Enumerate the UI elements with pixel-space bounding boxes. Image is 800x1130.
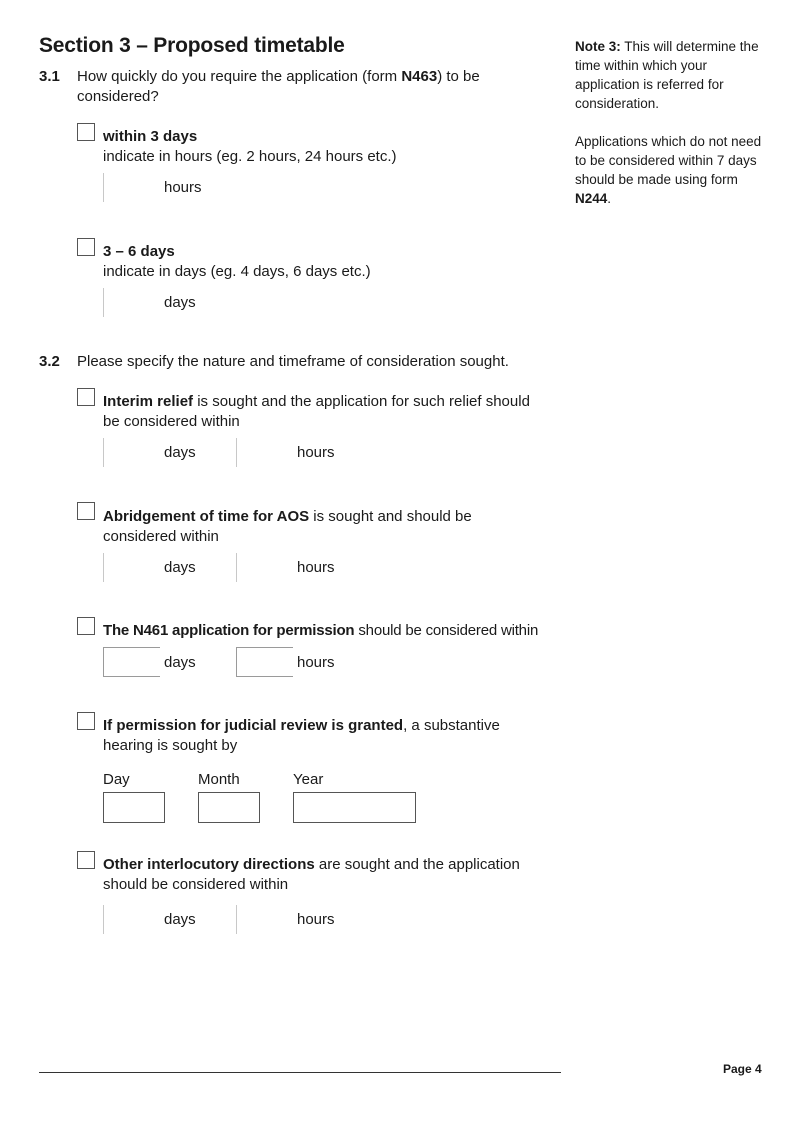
option-3-6-days-hint: indicate in days (eg. 4 days, 6 days etc.) bbox=[103, 263, 371, 280]
question-3-1-text-a: How quickly do you require the application (form bbox=[77, 68, 402, 85]
checkbox-3-6-days[interactable] bbox=[77, 238, 95, 256]
section-title: Section 3 – Proposed timetable bbox=[39, 34, 345, 57]
option-within-3-days-label: within 3 days bbox=[103, 128, 198, 145]
checkbox-other-directions[interactable] bbox=[77, 851, 95, 869]
hearing-month-input[interactable] bbox=[198, 792, 260, 823]
page-number: Page 4 bbox=[723, 1062, 762, 1076]
hearing-year-input[interactable] bbox=[293, 792, 416, 823]
interim-days-input[interactable] bbox=[103, 438, 159, 467]
note-paragraph-2: Applications which do not need to be considered within 7 days should be made using form N244. bbox=[575, 134, 762, 206]
unit-days-label: days bbox=[164, 654, 196, 671]
unit-days-label: days bbox=[164, 911, 196, 928]
unit-hours-label: hours bbox=[297, 911, 335, 928]
n461-permission-text: The N461 application for permission should be considered within bbox=[103, 622, 539, 639]
unit-hours-label: hours bbox=[164, 179, 202, 196]
question-3-2-text: Please specify the nature and timeframe of consideration sought. bbox=[77, 353, 509, 370]
judicial-review-text: If permission for judicial review is granted, a substantive hearing is sought by bbox=[103, 717, 500, 754]
question-3-1-text-b: ) to be considered? bbox=[77, 68, 480, 105]
unit-days-label: days bbox=[164, 444, 196, 461]
checkbox-interim-relief[interactable] bbox=[77, 388, 95, 406]
n461-hours-input[interactable] bbox=[236, 647, 293, 677]
unit-days-label: days bbox=[164, 559, 196, 576]
other-hours-input[interactable] bbox=[236, 905, 292, 934]
n461-days-input[interactable] bbox=[103, 647, 160, 677]
days-input-3-6-days[interactable] bbox=[103, 288, 159, 317]
month-label: Month bbox=[198, 771, 240, 788]
abridgement-aos-text: Abridgement of time for AOS is sought and should be considered within bbox=[103, 508, 472, 545]
checkbox-within-3-days[interactable] bbox=[77, 123, 95, 141]
aos-hours-input[interactable] bbox=[236, 553, 292, 582]
option-within-3-days-hint: indicate in hours (eg. 2 hours, 24 hours etc.) bbox=[103, 148, 397, 165]
footer-rule bbox=[39, 1072, 561, 1073]
note-paragraph-1: Note 3: This will determine the time within which your application is referred for consideration. bbox=[575, 39, 759, 111]
interim-relief-text: Interim relief is sought and the application for such relief should be considered within bbox=[103, 393, 530, 430]
question-number-3-2: 3.2 bbox=[39, 353, 60, 370]
form-n463-ref: N463 bbox=[401, 68, 438, 85]
hearing-day-input[interactable] bbox=[103, 792, 165, 823]
hours-input-within-3-days[interactable] bbox=[103, 173, 159, 202]
checkbox-n461-permission[interactable] bbox=[77, 617, 95, 635]
year-label: Year bbox=[293, 771, 324, 788]
checkbox-judicial-review[interactable] bbox=[77, 712, 95, 730]
unit-hours-label: hours bbox=[297, 444, 335, 461]
unit-hours-label: hours bbox=[297, 654, 335, 671]
other-days-input[interactable] bbox=[103, 905, 159, 934]
option-3-6-days-label: 3 – 6 days bbox=[103, 243, 175, 260]
interim-hours-input[interactable] bbox=[236, 438, 292, 467]
aos-days-input[interactable] bbox=[103, 553, 159, 582]
question-number-3-1: 3.1 bbox=[39, 68, 60, 85]
unit-hours-label: hours bbox=[297, 559, 335, 576]
side-note bbox=[575, 37, 770, 227]
other-directions-text: Other interlocutory directions are sought and the application should be considered within bbox=[103, 856, 520, 893]
day-label: Day bbox=[103, 771, 130, 788]
unit-days-label: days bbox=[164, 294, 196, 311]
question-3-1-text bbox=[77, 67, 517, 107]
checkbox-abridgement-aos[interactable] bbox=[77, 502, 95, 520]
